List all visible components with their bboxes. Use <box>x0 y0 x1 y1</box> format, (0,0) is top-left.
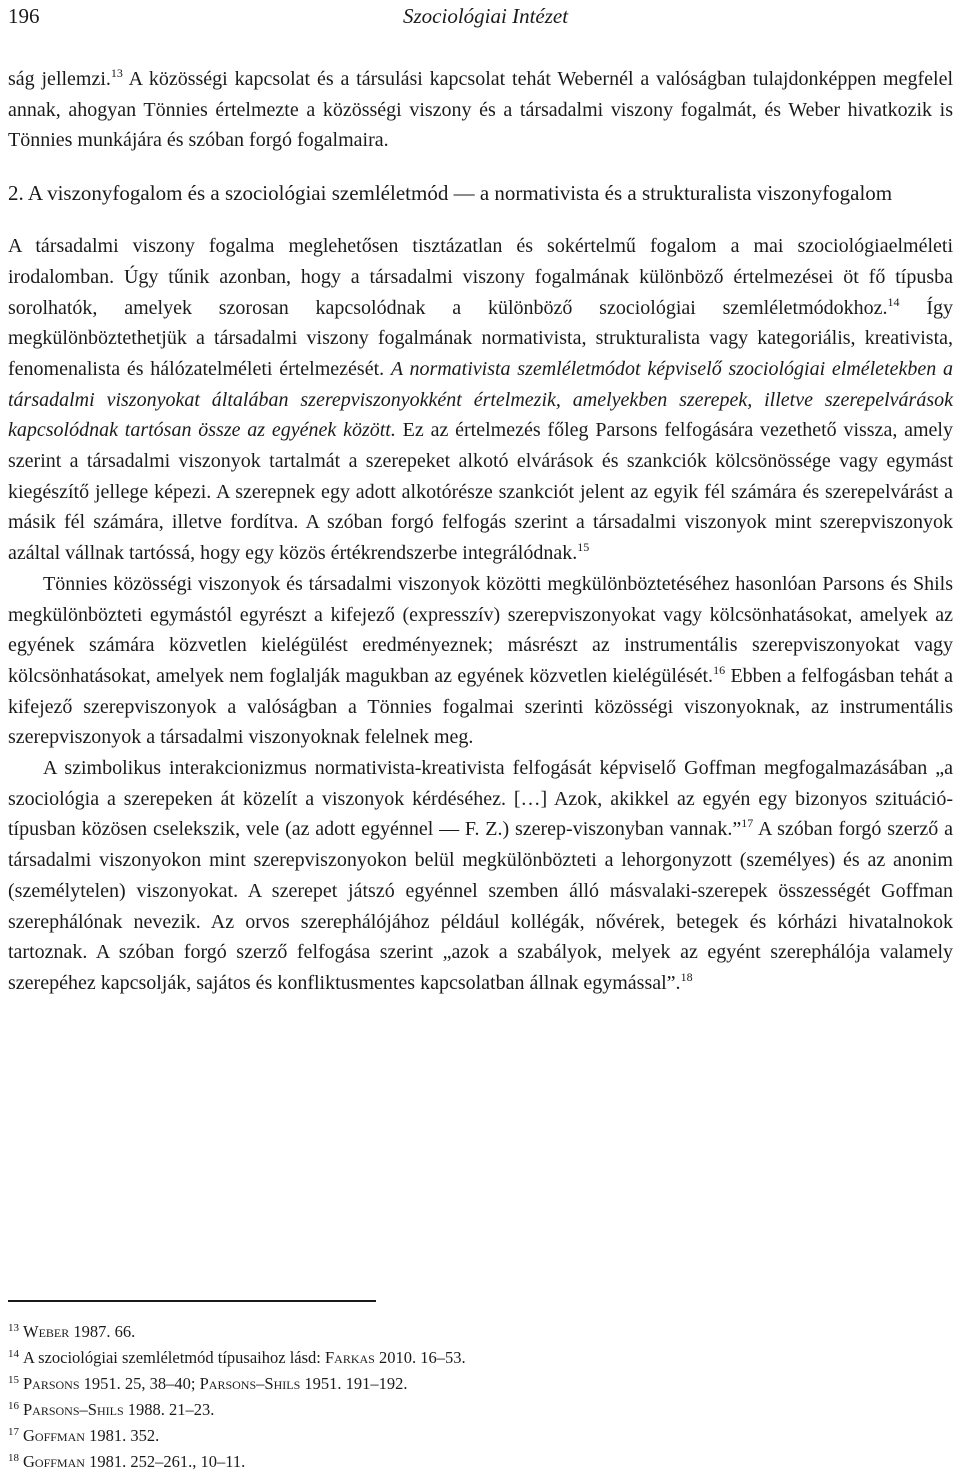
footnote: $^{18}$ Goffman 1981. 252–261., 10–11. <box>8 1452 246 1471</box>
paragraph: A szimbolikus interakcionizmus normativista-kreativista felfogását képviselő Goffman megfogalmazásában „a szociológia a szerepeken át közelít a viszonyok kérdéséhez. […] Azok, akikkel az egyén egy bizonyos szituáció-típusban közösen cselekszik, vele (az adott egyénnel — F. Z.) szerep-viszonyban vannak.”$^{17}$ A szóban forgó szerző a társadalmi viszonyokon mint szerepviszonyokon belül megkülönbözteti a lehorgonyzott (személyes) és az anonim (személytelen) viszonyokat. A szerepet játszó egyénnel szemben álló másvalaki-szerepek összességét Goffman szerephálónak nevezik. Az orvos szerephálójához például kollégák, nővérek, betegek és kórházi hivatalnokok tartoznak. A szóban forgó szerző felfogása szerint „azok a szabályok, melyek az egyént szerephálója valamely szerepéhez kapcsolják, sajátos és konfliktusmentes kapcsolatban állnak egymással”.$^{18}$ <box>8 757 953 994</box>
footnote: $^{16}$ Parsons–Shils 1988. 21–23. <box>8 1400 215 1419</box>
paragraph: A társadalmi viszony fogalma meglehetősen tisztázatlan és sokértelmű fogalom a mai szociológiaelméleti irodalomban. Úgy tűnik azonban, hogy a társadalmi viszony fogalmának különböző értelmezései öt fő típusba sorolhatók, amelyek szorosan kapcsolódnak a különböző szociológiai szemléletmódokhoz.$^{14}$ Így megkülönböztethetjük a társadalmi viszony fogalmának normativista, strukturalista vagy kategoriális, kreativista, fenomenalista és hálózatelméleti értelmezését. A normativista szemléletmódot képviselő szociológiai elméletekben a társadalmi viszonyokat általában szerepviszonyokként értelmezik, amelyekben szerepek, illetve szerepelvárások kapcsolódnak tartósan össze az egyének között. Ez az értelmezés főleg Parsons felfogására vezethető vissza, amely szerint a társadalmi viszonyok tartalmát a szerepeket alkotó elvárások és szankciók kölcsönössége vagy egymást kiegészítő jellege képezi. A szerepnek egy adott alkotórésze szankciót jelent az egyik fél számára és szerepelvárást a másik fél számára, illetve fordítva. A szóban forgó felfogás szerint a társadalmi viszonyok mint szerepviszonyok azáltal vállnak tartóssá, hogy egy közös értékrendszerbe integrálódnak.$^{15}$ <box>8 235 953 565</box>
emphasis-text: A normativista szemléletmódot képviselő szociológiai elméletekben a társadalmi viszonyokat általában szerepviszonyokként értelmezik, amelyekben szerepek, illetve szerepelvárások kapcsolódnak tartósan össze az egyének között. <box>8 357 953 442</box>
footnote: $^{13}$ Weber 1987. 66. <box>8 1322 136 1341</box>
footnote: $^{17}$ Goffman 1981. 352. <box>8 1426 160 1445</box>
page-header <box>8 4 952 30</box>
paragraph-continuation: ság jellemzi.$^{13}$ A közösségi kapcsolat és a társulási kapcsolat tehát Webernél a valóságban tulajdonképpen megfelel annak, ahogyan Tönnies értelmezte a közösségi viszony és a társadalmi viszony fogalmát, és Weber hivatkozik is Tönnies munkájára és szóban forgó fogalmaira. <box>8 66 953 152</box>
footnote-ref[interactable]: 15 <box>577 540 590 555</box>
footnote-ref[interactable]: 13 <box>110 66 123 80</box>
running-title: Szociológiai Intézet <box>403 4 569 28</box>
section-heading: 2. A viszonyfogalom és a szociológiai szemléletmód — a normativista és a strukturalista viszonyfogalom <box>8 181 893 206</box>
footnotes <box>8 1319 466 1475</box>
page-number: 196 <box>8 4 40 28</box>
main-text <box>8 64 953 999</box>
paragraph: Tönnies közösségi viszonyok és társadalmi viszonyok közötti megkülönböztetéséhez hasonlóan Parsons és Shils megkülönbözteti egymástól egyrészt a kifejező (expresszív) szerepviszonyokat vagy kölcsönhatásokat, amelyek az egyének számára közvetlen kielégülést eredményeznek; másrészt az instrumentális szerepviszonyokat vagy kölcsönhatásokat, amelyek nem foglalják magukban az egyének közvetlen kielégülését.$^{16}$ Ebben a felfogásban tehát a kifejező szerepviszonyok a valóságban a Tönnies fogalmai szerinti közösségi viszonyoknak, az instrumentális szerepviszonyok a társadalmi viszonyoknak felelnek meg. <box>8 572 953 749</box>
footnote-ref[interactable]: 18 <box>680 969 693 984</box>
footnote-ref[interactable]: 16 <box>713 662 726 677</box>
footnote: $^{15}$ Parsons 1951. 25, 38–40; Parsons–Shils 1951. 191–192. <box>8 1374 408 1393</box>
footnote: $^{14}$ A szociológiai szemléletmód típusaihoz lásd: Farkas 2010. 16–53. <box>8 1348 466 1367</box>
footnote-divider <box>8 1300 376 1302</box>
footnote-ref[interactable]: 17 <box>741 816 754 831</box>
footnote-ref[interactable]: 14 <box>887 294 900 309</box>
